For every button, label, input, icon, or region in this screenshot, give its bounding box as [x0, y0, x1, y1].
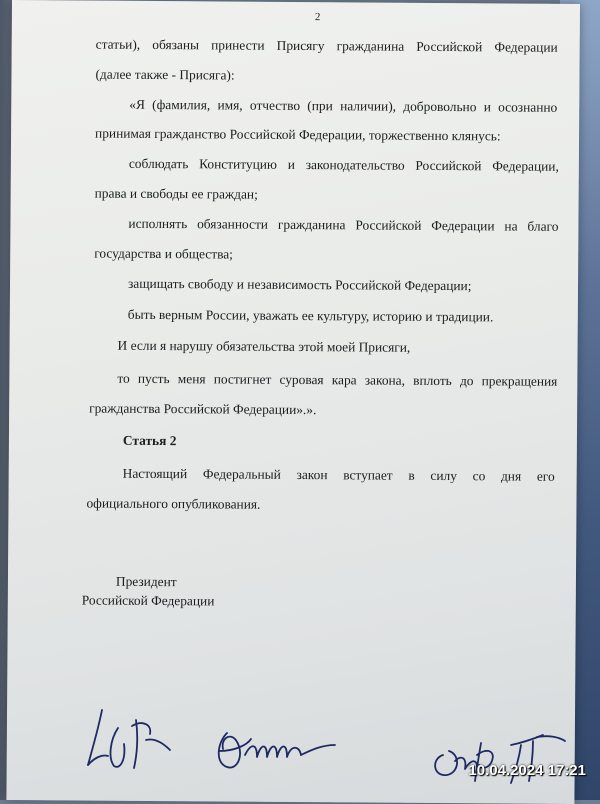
signature-left	[80, 680, 190, 780]
article-heading: Статья 2	[122, 432, 177, 449]
oath-line-2: принимая гражданство Российской Федерации, торжественно клянусь:	[95, 125, 501, 144]
paragraph-1-line-1: статьи), обязаны принести Присягу гражданина Российской Федерации	[95, 36, 558, 55]
constitution-line-1: соблюдать Конституцию и законодательство Российской Федерации,	[128, 155, 559, 174]
defend-line: защищать свободу и независимость Российской Федерации;	[127, 275, 472, 294]
constitution-line-2: права и свободы ее граждан;	[94, 185, 258, 202]
article-text-line-1: Настоящий Федеральный закон вступает в силу со дня его	[122, 465, 555, 484]
signatory-title-line-2: Российской Федерации	[81, 592, 215, 609]
penalty-line-2: гражданства Российской Федерации».».	[89, 400, 317, 418]
signature-middle	[205, 715, 340, 785]
duty-line-2: государства и общества;	[94, 245, 234, 262]
breach-line: И если я нарушу обязательства этой моей Присяги,	[117, 337, 411, 355]
article-text-line-2: официального опубликования.	[86, 495, 261, 512]
photo-timestamp: 10.04.2024 17:21	[468, 762, 586, 779]
paragraph-1-line-2: (далее также - Присяга):	[95, 66, 235, 83]
page-number: 2	[314, 11, 321, 24]
signatory-title-line-1: Президент	[115, 573, 177, 590]
oath-line-1: «Я (фамилия, имя, отчество (при наличии), добровольно и осознанно	[129, 96, 558, 115]
loyal-line: быть верным России, уважать ее культуру, историю и традиции.	[127, 306, 494, 325]
penalty-line-1: то пусть меня постигнет суровая кара закона, вплоть до прекращения	[117, 370, 558, 389]
duty-line-1: исполнять обязанности гражданина Российской Федерации на благо	[128, 215, 559, 234]
